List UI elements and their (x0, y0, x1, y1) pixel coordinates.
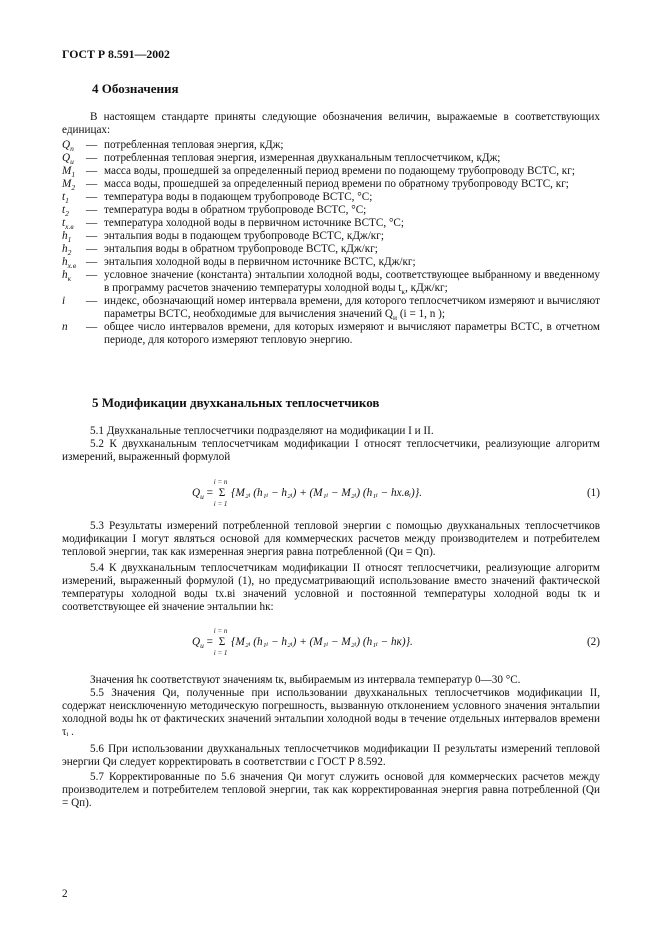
formula-1-sum-bottom: i = 1 (213, 500, 228, 508)
definition-text (104, 230, 600, 243)
symbol-letter: n (62, 321, 68, 333)
definition-inline-subscript: к (401, 287, 406, 296)
symbol-subscript: 2 (67, 248, 72, 257)
definition-symbol (62, 256, 86, 269)
symbol-subscript: 1 (71, 170, 76, 179)
para-5-4 (62, 562, 600, 614)
formula-1-sum-top: i = n (213, 478, 228, 486)
para-5-3-text: 5.3 Результаты измерений потребленной тепловой энергии с помощью двухканальных теплосчетчиков модификации I могут являться основой для коммерческих расчетов между производителем и потребителем тепловой энергии, так как измеренная энергия равна потребленной (Qи = Qп). (62, 520, 600, 558)
symbol-letter: M (62, 178, 72, 190)
symbol-subscript: х.в (67, 261, 77, 270)
definition-text-main: общее число интервалов времени, для которых измеряют и вычисляют параметры ВСТС, в отчетном периоде, для которого измеряют тепловую энергию. (104, 321, 600, 346)
formula-2-lhs-sub: и (200, 641, 204, 650)
formula-1-sigma: Σ (218, 487, 226, 499)
formula-2-sum-bottom: i = 1 (213, 649, 228, 657)
definition-symbol (62, 243, 86, 256)
para-5-5 (62, 687, 600, 739)
symbol-letter: Q (62, 139, 71, 151)
definition-dash: — (86, 256, 98, 268)
formula-2-sigma: Σ (218, 636, 226, 648)
formula-1-lhs: Q (192, 487, 201, 499)
definition-symbol (62, 204, 86, 217)
definition-symbol (62, 321, 86, 347)
definition-symbol (62, 295, 86, 321)
definition-text (104, 321, 600, 347)
formula-1-number: (1) (586, 487, 600, 499)
definition-text (104, 269, 600, 295)
para-5-7-text: 5.7 Корректированные по 5.6 значения Qи могут служить основой для коммерческих расчетов между производителем и потребителем тепловой энергии, так как корректированная энергия равна потребленной (Qи = Qп). (62, 771, 600, 809)
definition-dash: — (86, 321, 98, 333)
definition-item (62, 191, 600, 204)
symbol-subscript: 1 (65, 196, 69, 205)
definition-text-main: температура воды в подающем трубопроводе ВСТС, °С; (104, 191, 373, 203)
definition-item (62, 178, 600, 191)
formula-2-sum-top: i = n (213, 627, 228, 635)
definition-item (62, 204, 600, 217)
definition-text (104, 243, 600, 256)
para-5-2 (62, 438, 600, 464)
symbol-subscript: 2 (71, 183, 76, 192)
formula-1-lhs-sub: и (200, 492, 204, 501)
symbol-subscript: х.в (65, 222, 74, 231)
definition-text (104, 165, 600, 178)
definition-symbol (62, 165, 86, 178)
definition-symbol (62, 152, 86, 165)
definition-text (104, 152, 600, 165)
formula-1-body (192, 478, 423, 508)
para-5-7 (62, 771, 600, 810)
para-5-4-note-text: Значения hк соответствуют значениям tк, выбираемым из интервала температур 0—30 °С. (90, 674, 521, 686)
definition-text-main: энтальпия воды в обратном трубопроводе ВСТС, кДж/кг; (104, 243, 378, 255)
para-5-5-text: 5.5 Значения Qи, полученные при использовании двухканальных теплосчетчиков модификации II, содержат неисключенную методическую погрешность, вызванную отклонением условного значения энтальпии холодной воды hк от фактических значений энтальпии холодной воды в течение отдельных интервалов времени τᵢ . (62, 687, 600, 738)
formula-2-eq: = (203, 636, 216, 648)
definition-item (62, 269, 600, 295)
definition-text (104, 256, 600, 269)
definition-text-main: потребленная тепловая энергия, измеренная двухканальным теплосчетчиком, кДж; (104, 152, 501, 164)
definition-item (62, 230, 600, 243)
standard-header: ГОСТ Р 8.591—2002 (62, 47, 170, 61)
definition-text-main: энтальпия воды в подающем трубопроводе ВСТС, кДж/кг; (104, 230, 384, 242)
symbol-subscript: и (70, 157, 74, 166)
section-5-title: 5 Модификации двухканальных теплосчетчиков (92, 395, 380, 410)
definition-inline-subscript: и (393, 313, 398, 322)
para-5-3 (62, 520, 600, 559)
definition-item (62, 321, 600, 347)
para-5-6-text: 5.6 При использовании двухканальных теплосчетчиков модификации II результаты измерений тепловой энергии Qи следует корректировать в соответствии с ГОСТ Р 8.592. (62, 743, 600, 768)
symbol-letter: M (62, 165, 72, 177)
formula-1-sum (213, 478, 228, 508)
definition-text (104, 178, 600, 191)
definition-item (62, 165, 600, 178)
definition-symbol (62, 217, 86, 230)
intro-text: В настоящем стандарте приняты следующие обозначения величин, выражаемые в соответствующих единицах: (62, 111, 600, 136)
definition-symbol (62, 230, 86, 243)
symbol-letter: t (62, 204, 66, 216)
definition-text-main: температура холодной воды в первичном источнике ВСТС, °С; (104, 217, 404, 229)
symbol-letter: h (62, 269, 68, 281)
definition-text-main: потребленная тепловая энергия, кДж; (104, 139, 284, 151)
definition-dash: — (86, 269, 98, 281)
para-5-1-text: 5.1 Двухканальные теплосчетчики подразделяют на модификации I и II. (90, 425, 434, 437)
definition-text-main: условное значение (константа) энтальпии холодной воды, соответствующее выбранному и введенному в программу расчетов значению температуры холодной воды t (104, 269, 600, 294)
definitions-list (62, 139, 600, 347)
definition-item (62, 139, 600, 152)
definition-dash: — (86, 165, 98, 177)
symbol-subscript: к (67, 274, 72, 283)
definition-dash: — (86, 178, 98, 190)
definition-symbol (62, 178, 86, 191)
formula-1 (62, 477, 600, 511)
definition-text (104, 204, 600, 217)
section-4-title: 4 Обозначения (92, 81, 179, 96)
para-5-6 (62, 743, 600, 769)
symbol-letter: Q (62, 152, 71, 164)
formula-2-number: (2) (586, 636, 600, 648)
para-5-4-text: 5.4 К двухканальным теплосчетчикам модификации II относят теплосчетчики, реализующие алгоритм измерений, выраженный формулой (1), но предусматривающий использование вместо значений фактической температуры холодной воды tх.вi значений условной и постоянной температуры холодной воды tк и соответствующее ей значение энтальпии hк: (62, 562, 600, 613)
formula-2-rhs: {M₂ᵢ (h₁ᵢ − h₂ᵢ) + (M₁ᵢ − M₂ᵢ) (h₁ᵢ − hк)}. (231, 636, 413, 648)
definition-dash: — (86, 139, 98, 151)
definition-text-tail: (i = 1, n ); (397, 308, 445, 320)
definition-text (104, 295, 600, 321)
definition-text-main: температура воды в обратном трубопроводе ВСТС, °С; (104, 204, 367, 216)
symbol-letter: h (62, 230, 68, 242)
definition-item (62, 243, 600, 256)
formula-2-sum (213, 627, 228, 657)
definition-dash: — (86, 152, 98, 164)
definition-dash: — (86, 243, 98, 255)
definition-item (62, 295, 600, 321)
page-number: 2 (62, 888, 68, 900)
definition-dash: — (86, 204, 98, 216)
formula-1-rhs: {M₂ᵢ (h₁ᵢ − h₂ᵢ) + (M₁ᵢ − M₂ᵢ) (h₁ᵢ − hх.вᵢ)}. (231, 487, 423, 499)
definition-symbol (62, 269, 86, 295)
definition-text-main: индекс, обозначающий номер интервала времени, для которого теплосчетчиком измеряют и вычисляют параметры ВСТС, необходимые для вычисления значений Q (104, 295, 600, 320)
definition-text (104, 191, 600, 204)
formula-2 (62, 626, 600, 660)
definition-item (62, 152, 600, 165)
symbol-letter: h (62, 256, 68, 268)
definition-text (104, 139, 600, 152)
symbol-subscript: 1 (67, 235, 72, 244)
definition-dash: — (86, 217, 98, 229)
formula-1-eq: = (203, 487, 216, 499)
symbol-letter: t (62, 217, 66, 229)
definition-symbol (62, 139, 86, 152)
section-4-intro (62, 111, 600, 137)
symbol-letter: h (62, 243, 68, 255)
definition-text-tail: , кДж/кг; (405, 282, 448, 294)
definition-text-main: масса воды, прошедшей за определенный период времени по подающему трубопроводу ВСТС, кг; (104, 165, 575, 177)
symbol-subscript: 2 (65, 209, 69, 218)
para-5-2-text: 5.2 К двухканальным теплосчетчикам модификации I относят теплосчетчики, реализующие алгоритм измерений, выраженный формулой (62, 438, 600, 463)
definition-text-main: масса воды, прошедшей за определенный период времени по обратному трубопроводу ВСТС, кг; (104, 178, 569, 190)
formula-2-lhs: Q (192, 636, 201, 648)
formula-2-body (192, 627, 413, 657)
definition-text-main: энтальпия холодной воды в первичном источнике ВСТС, кДж/кг; (104, 256, 416, 268)
symbol-letter: i (62, 295, 66, 307)
para-5-4-note (62, 674, 600, 687)
para-5-1 (62, 425, 600, 438)
definition-item (62, 256, 600, 269)
symbol-subscript: п (70, 144, 74, 153)
definition-dash: — (86, 295, 98, 307)
definition-dash: — (86, 230, 98, 242)
symbol-letter: t (62, 191, 66, 203)
definition-dash: — (86, 191, 98, 203)
definition-symbol (62, 191, 86, 204)
definition-item (62, 217, 600, 230)
definition-text (104, 217, 600, 230)
